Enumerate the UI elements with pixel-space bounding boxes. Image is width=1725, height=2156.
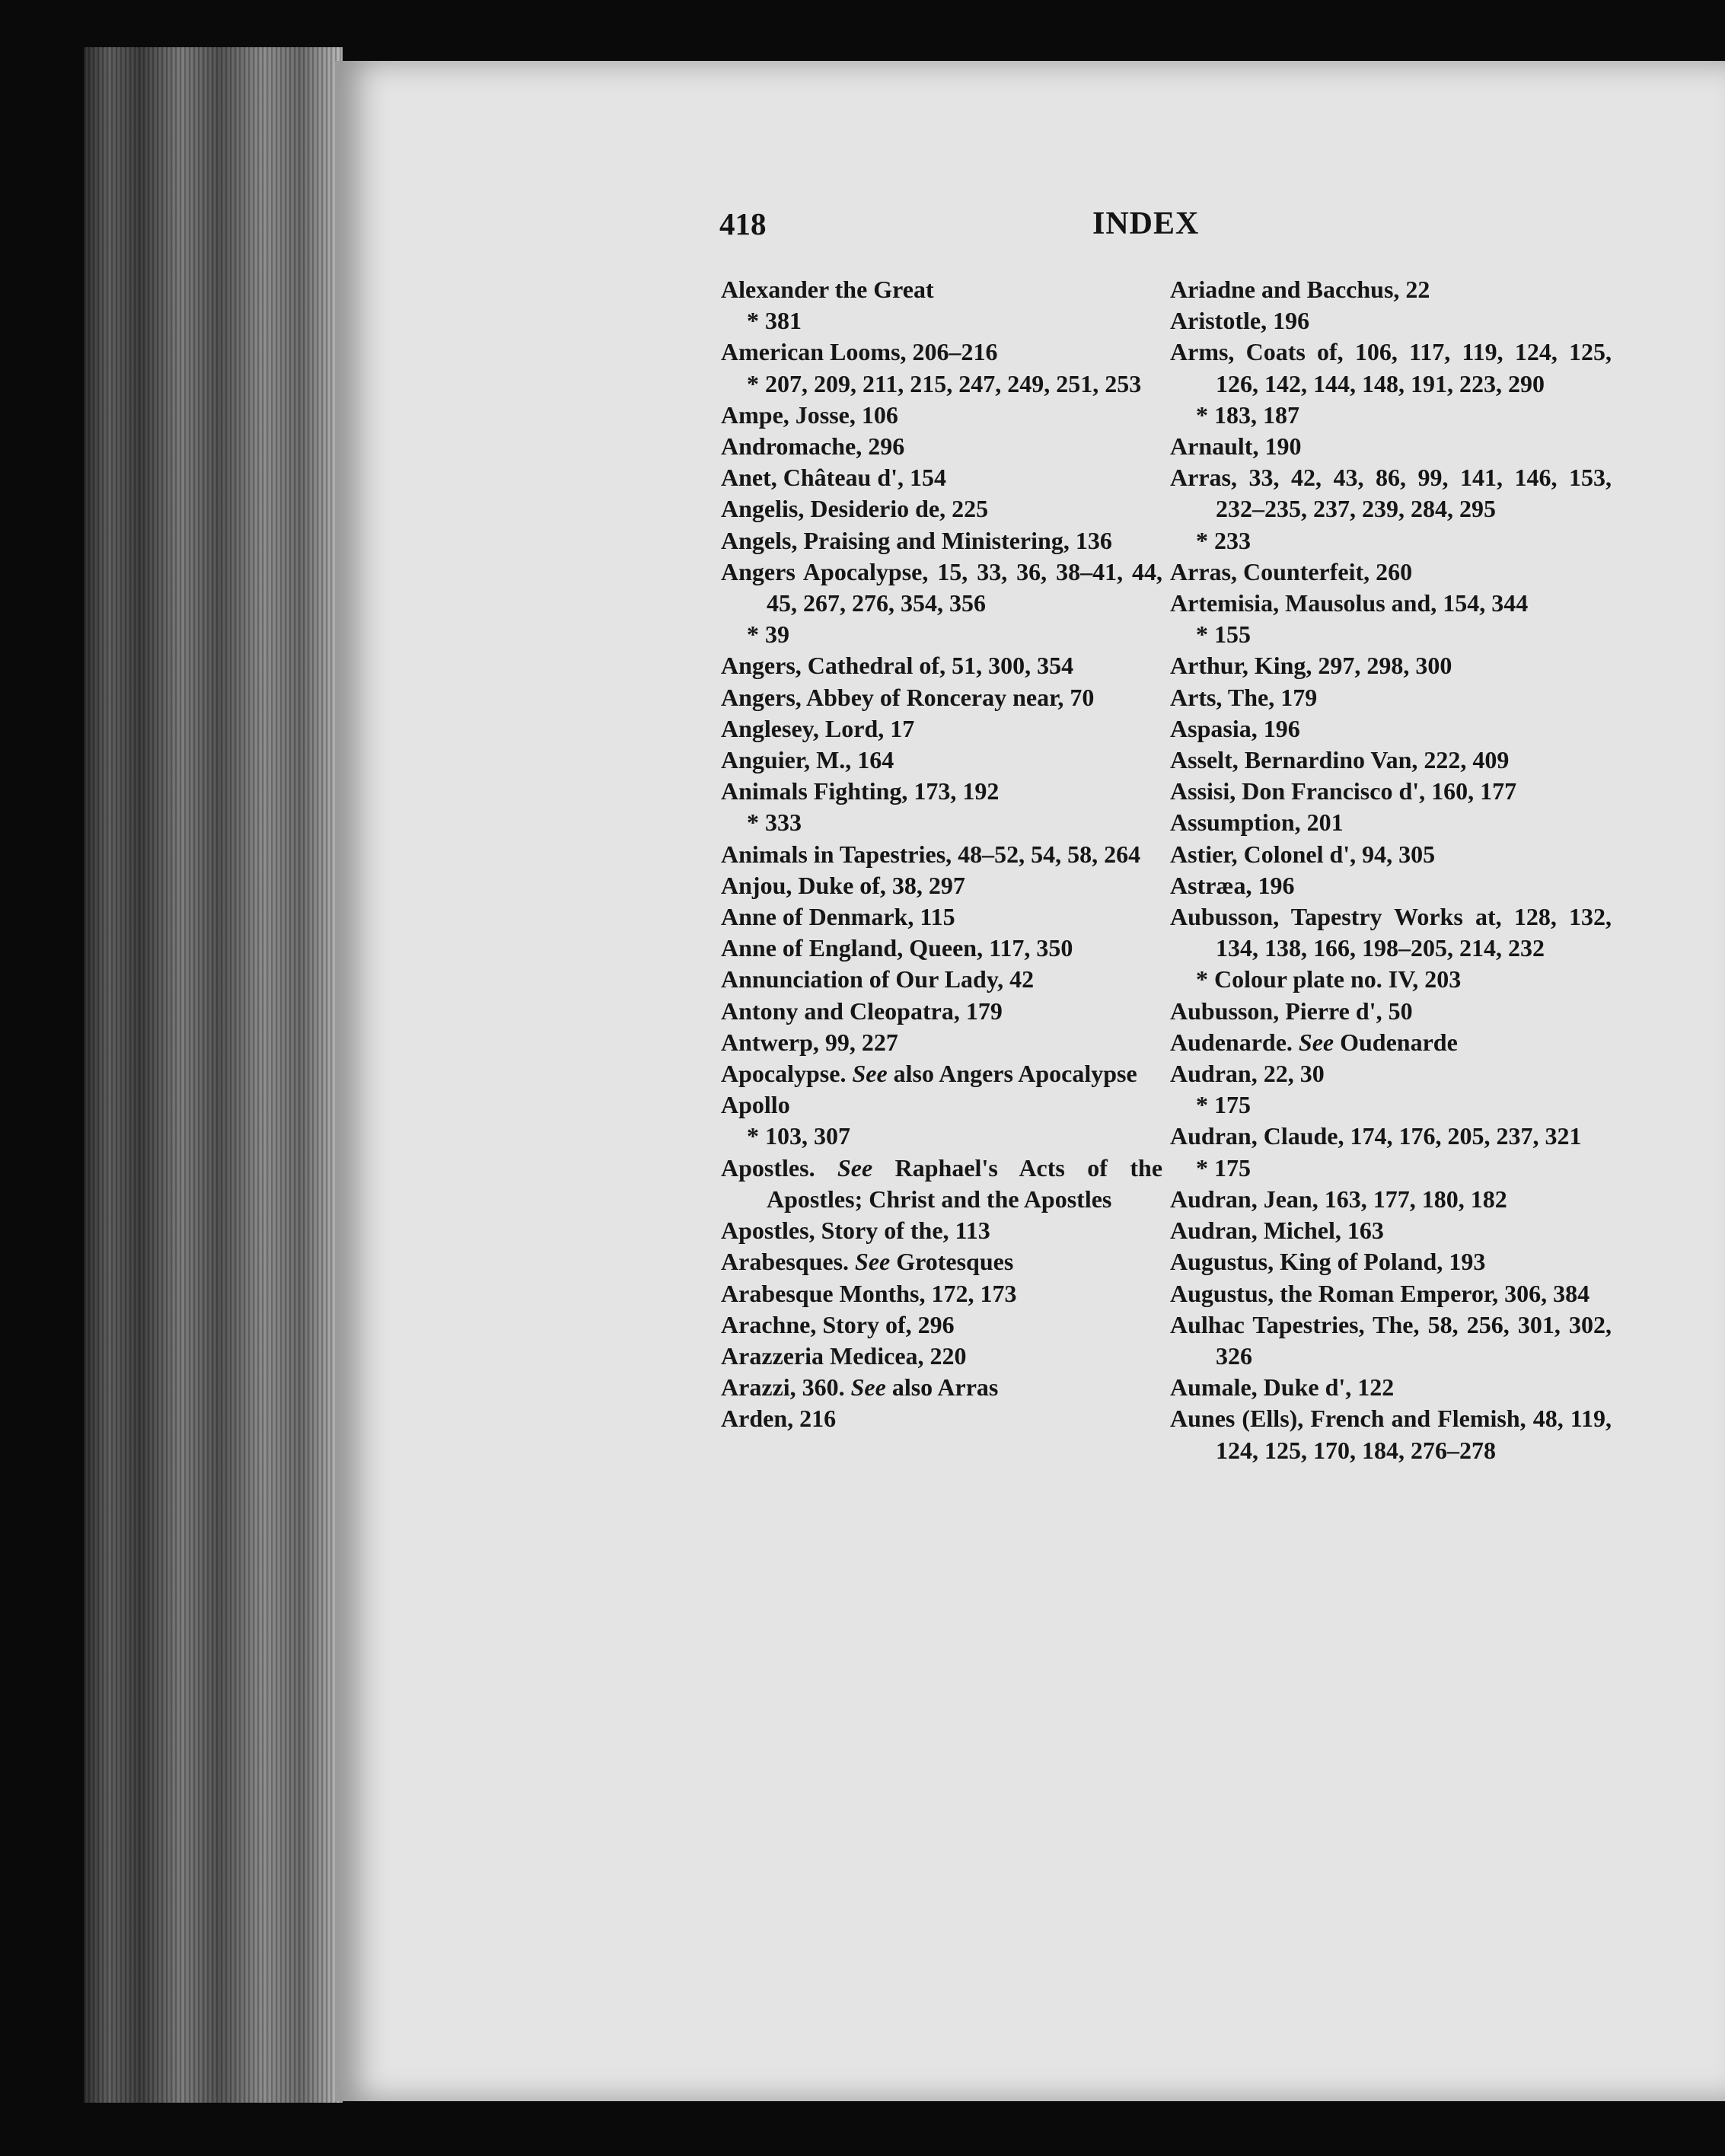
- entry-text: Angers Apocalypse, 15, 33, 36, 38–41, 44, 45, 267, 276, 354, 356: [721, 557, 1162, 617]
- index-entry: [721, 1215, 1162, 1246]
- see-target: Raphael's Acts of the Apostles; Christ and the Apostles: [767, 1153, 1163, 1213]
- entry-text: Angers, Abbey of Ronceray near, 70: [721, 683, 1095, 711]
- index-entry: [721, 870, 1162, 901]
- entry-text: Arms, Coats of, 106, 117, 119, 124, 125, 126, 142, 144, 148, 191, 223, 290: [1170, 338, 1612, 397]
- entry-text: Arden, 216: [721, 1405, 837, 1433]
- entry-text: Assumption, 201: [1170, 808, 1344, 837]
- index-plate-reference: [721, 368, 1162, 400]
- book-page-edges: [84, 47, 343, 2103]
- index-entry: [721, 650, 1162, 681]
- index-plate-reference: [1170, 1153, 1612, 1184]
- index-entry: [721, 713, 1162, 745]
- index-column-left: [721, 274, 1162, 1435]
- see-reference: See: [852, 1060, 888, 1088]
- index-plate-reference: [1170, 619, 1612, 650]
- index-entry: [721, 431, 1162, 462]
- entry-text: Aristotle, 196: [1170, 307, 1310, 335]
- index-entry: [721, 1309, 1162, 1341]
- entry-text: Arts, The, 179: [1170, 683, 1318, 711]
- entry-text: Apollo: [721, 1091, 790, 1119]
- index-entry: [721, 336, 1162, 368]
- entry-text: Aulhac Tapestries, The, 58, 256, 301, 302, 326: [1170, 1310, 1612, 1370]
- entry-text: Augustus, King of Poland, 193: [1170, 1248, 1486, 1276]
- entry-text: * 183, 187: [1196, 400, 1299, 429]
- index-entry: [1170, 713, 1612, 745]
- entry-text: Audran, Claude, 174, 176, 205, 237, 321: [1170, 1122, 1582, 1150]
- index-plate-reference: [1170, 1089, 1612, 1121]
- index-entry: [721, 901, 1162, 933]
- entry-text: * 207, 209, 211, 215, 247, 249, 251, 253: [747, 369, 1142, 397]
- entry-text: Arazzeria Medicea, 220: [721, 1341, 967, 1370]
- index-entry: [721, 996, 1162, 1027]
- index-entry: [721, 1372, 1162, 1403]
- entry-text: Audran, Jean, 163, 177, 180, 182: [1170, 1185, 1507, 1213]
- index-entry: [721, 462, 1162, 493]
- index-entry: [721, 525, 1162, 557]
- index-entry: [1170, 1058, 1612, 1089]
- see-reference: See: [1298, 1028, 1334, 1056]
- index-entry: [721, 745, 1162, 776]
- index-entry: [1170, 1403, 1612, 1466]
- entry-text: Astier, Colonel d', 94, 305: [1170, 840, 1436, 868]
- index-entry: [1170, 1215, 1612, 1246]
- index-entry: [1170, 1372, 1612, 1403]
- entry-text: Anne of Denmark, 115: [721, 903, 955, 931]
- entry-text: * 381: [747, 307, 802, 335]
- entry-text: Anet, Château d', 154: [721, 464, 947, 492]
- entry-text: * 175: [1196, 1153, 1251, 1182]
- entry-text: Arabesques.: [721, 1248, 850, 1276]
- index-entry: [721, 1027, 1162, 1058]
- entry-text: Angers, Cathedral of, 51, 300, 354: [721, 652, 1074, 680]
- index-entry: [1170, 431, 1612, 462]
- entry-text: Arazzi, 360.: [721, 1373, 845, 1402]
- index-entry: [1170, 305, 1612, 336]
- index-entry: [1170, 996, 1612, 1027]
- index-entry: [1170, 557, 1612, 588]
- entry-text: American Looms, 206–216: [721, 338, 998, 366]
- index-column-right: [1170, 274, 1612, 1466]
- see-reference: See: [855, 1248, 891, 1276]
- see-target: also Angers Apocalypse: [893, 1060, 1137, 1088]
- index-entry: [721, 1278, 1162, 1309]
- entry-text: * 333: [747, 808, 802, 837]
- entry-text: Arras, Counterfeit, 260: [1170, 557, 1413, 585]
- entry-text: * 175: [1196, 1091, 1251, 1119]
- entry-text: * Colour plate no. IV, 203: [1196, 965, 1462, 993]
- index-entry: [1170, 336, 1612, 399]
- index-entry: [721, 274, 1162, 305]
- index-entry: [1170, 1027, 1612, 1058]
- entry-text: Arras, 33, 42, 43, 86, 99, 141, 146, 153, 232–235, 237, 239, 284, 295: [1170, 464, 1612, 523]
- see-reference: See: [850, 1373, 886, 1402]
- index-entry: [721, 1058, 1162, 1089]
- entry-text: * 39: [747, 620, 789, 649]
- entry-text: Aumale, Duke d', 122: [1170, 1373, 1395, 1402]
- page-title: INDEX: [1092, 206, 1200, 241]
- entry-text: Augustus, the Roman Emperor, 306, 384: [1170, 1279, 1590, 1307]
- index-entry: [1170, 1309, 1612, 1372]
- index-entry: [721, 933, 1162, 964]
- entry-text: Apostles.: [721, 1153, 815, 1182]
- index-entry: [1170, 776, 1612, 807]
- index-entry: [1170, 807, 1612, 838]
- see-target: Grotesques: [896, 1248, 1014, 1276]
- entry-text: Animals Fighting, 173, 192: [721, 777, 1000, 805]
- index-entry: [1170, 462, 1612, 525]
- entry-text: Arabesque Months, 172, 173: [721, 1279, 1017, 1307]
- page-header: [719, 206, 1572, 251]
- see-target: also Arras: [891, 1373, 999, 1402]
- index-entry: [721, 682, 1162, 713]
- index-entry: [1170, 1184, 1612, 1215]
- index-entry: [1170, 650, 1612, 681]
- index-plate-reference: [1170, 964, 1612, 995]
- index-entry: [721, 557, 1162, 619]
- index-plate-reference: [721, 807, 1162, 838]
- entry-text: Ariadne and Bacchus, 22: [1170, 276, 1430, 303]
- entry-text: Anguier, M., 164: [721, 746, 894, 774]
- entry-text: Aunes (Ells), French and Flemish, 48, 119, 124, 125, 170, 184, 276–278: [1170, 1405, 1612, 1464]
- entry-text: Antony and Cleopatra, 179: [721, 997, 1003, 1025]
- entry-text: * 155: [1196, 620, 1251, 649]
- index-entry: [1170, 1246, 1612, 1277]
- entry-text: Aubusson, Tapestry Works at, 128, 132, 134, 138, 166, 198–205, 214, 232: [1170, 903, 1612, 962]
- see-reference: See: [837, 1153, 873, 1182]
- entry-text: Anjou, Duke of, 38, 297: [721, 871, 965, 899]
- index-entry: [721, 1341, 1162, 1372]
- entry-text: Annunciation of Our Lady, 42: [721, 965, 1035, 993]
- entry-text: Audran, Michel, 163: [1170, 1217, 1384, 1245]
- index-plate-reference: [721, 305, 1162, 336]
- index-entry: [721, 964, 1162, 995]
- entry-text: Aubusson, Pierre d', 50: [1170, 997, 1413, 1025]
- entry-text: Artemisia, Mausolus and, 154, 344: [1170, 589, 1529, 617]
- see-target: Oudenarde: [1340, 1028, 1458, 1056]
- index-entry: [1170, 745, 1612, 776]
- page-number: 418: [719, 206, 767, 241]
- index-entry: [721, 493, 1162, 525]
- entry-text: Anglesey, Lord, 17: [721, 714, 915, 742]
- index-plate-reference: [1170, 400, 1612, 431]
- index-entry: [1170, 1121, 1612, 1152]
- entry-text: Angelis, Desiderio de, 225: [721, 495, 989, 523]
- index-entry: [721, 1153, 1162, 1215]
- index-entry: [1170, 588, 1612, 619]
- entry-text: * 233: [1196, 526, 1251, 554]
- entry-text: Ampe, Josse, 106: [721, 400, 898, 429]
- index-entry: [1170, 839, 1612, 870]
- index-plate-reference: [721, 619, 1162, 650]
- index-entry: [1170, 870, 1612, 901]
- index-plate-reference: [721, 1121, 1162, 1152]
- entry-text: Animals in Tapestries, 48–52, 54, 58, 264: [721, 840, 1141, 868]
- entry-text: Audran, 22, 30: [1170, 1060, 1325, 1088]
- entry-text: Asselt, Bernardino Van, 222, 409: [1170, 746, 1510, 774]
- entry-text: Alexander the Great: [721, 276, 934, 303]
- index-entry: [1170, 1278, 1612, 1309]
- index-entry: [1170, 274, 1612, 305]
- index-plate-reference: [1170, 525, 1612, 557]
- entry-text: Arachne, Story of, 296: [721, 1310, 955, 1338]
- index-entry: [721, 1403, 1162, 1434]
- index-entry: [721, 400, 1162, 431]
- entry-text: Angels, Praising and Ministering, 136: [721, 526, 1112, 554]
- entry-text: Arthur, King, 297, 298, 300: [1170, 652, 1452, 680]
- index-entry: [721, 1089, 1162, 1121]
- entry-text: Assisi, Don Francisco d', 160, 177: [1170, 777, 1517, 805]
- entry-text: * 103, 307: [747, 1122, 850, 1150]
- entry-text: Antwerp, 99, 227: [721, 1028, 898, 1056]
- entry-text: Anne of England, Queen, 117, 350: [721, 934, 1073, 962]
- entry-text: Astræa, 196: [1170, 871, 1295, 899]
- entry-text: Apocalypse.: [721, 1060, 847, 1088]
- index-entry: [721, 839, 1162, 870]
- entry-text: Apostles, Story of the, 113: [721, 1217, 990, 1245]
- index-entry: [721, 1246, 1162, 1277]
- entry-text: Arnault, 190: [1170, 432, 1302, 461]
- entry-text: Aspasia, 196: [1170, 714, 1300, 742]
- index-entry: [1170, 682, 1612, 713]
- entry-text: Audenarde.: [1170, 1028, 1293, 1056]
- index-entry: [721, 776, 1162, 807]
- entry-text: Andromache, 296: [721, 432, 905, 461]
- index-entry: [1170, 901, 1612, 964]
